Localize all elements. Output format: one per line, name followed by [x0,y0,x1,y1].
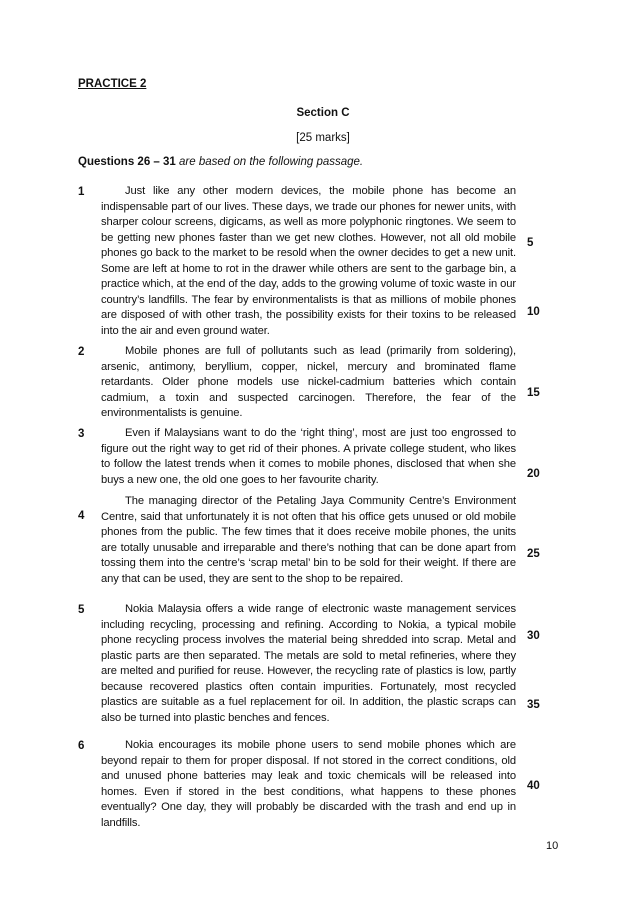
line-number-35: 35 [527,699,540,711]
practice-title: PRACTICE 2 [78,78,147,90]
questions-instruction: are based on the following passage. [179,156,364,168]
paragraph-number-2: 2 [78,346,85,358]
line-number-30: 30 [527,630,540,642]
paragraph-2: Mobile phones are full of pollutants such as lead (primarily from soldering), arsenic, antimony, beryllium, copper, nickel, mercury and brominated flame retardants. Older phone models use nickel-cadmium batteries which contain cadmium, a toxin and suspected carcinogen. Therefore, the fear of the environmentalists is genuine. [101,345,516,419]
marks-label: [25 marks] [296,132,350,144]
paragraph-number-5: 5 [78,604,85,616]
questions-range: Questions 26 – 31 [78,156,176,168]
paragraph-number-3: 3 [78,428,85,440]
paragraph-6: Nokia encourages its mobile phone users to send mobile phones which are beyond repair to them for proper disposal. If not stored in the correct conditions, old and unused phone batteries may leak and toxic chemicals will be released into homes. Even if stored in the best conditions, what happens to these phones eventually? One day, they will probably be discarded with the trash and end up in landfills. [101,739,516,829]
questions-intro [78,156,363,168]
paragraph-5: Nokia Malaysia offers a wide range of electronic waste management services including recycling, processing and refining. According to Nokia, a typical mobile phone recycling process involves the material being shredded into scrap. Metal and plastic parts are then separated. The metals are sold to metal refineries, where they are melted and purified for reuse. However, the recycling rate of plastics is low, partly because recovered plastics often contain impurities. Fortunately, most recycled plastics are suitable as a fuel replacement for oil. In addition, the plastic scraps can also be turned into plastic benches and fences. [101,603,516,724]
line-number-25: 25 [527,548,540,560]
line-number-40: 40 [527,780,540,792]
paragraph-number-6: 6 [78,740,85,752]
section-title: Section C [296,107,350,119]
paragraph-number-4: 4 [78,510,85,522]
line-number-15: 15 [527,387,540,399]
paragraph-4: The managing director of the Petaling Jaya Community Centre’s Environment Centre, said that unfortunately it is not often that his office gets unused or old mobile phones from the public. The few times that it does receive mobile phones, the units are totally unusable and irreparable and there’s nothing that can be done apart from tossing them into the centre’s ‘scrap metal’ bin to be sold for their weight. If there are any that can be used, they are sent to the shop to be repaired. [101,495,516,585]
line-number-10: 10 [527,306,540,318]
paragraph-number-1: 1 [78,186,85,198]
paragraph-3: Even if Malaysians want to do the ‘right thing’, most are just too engrossed to figure out the right way to get rid of their phones. A private college student, who likes to follow the latest trends when it comes to mobile phones, disclosed that when she buys a new one, the old one goes to her favourite charity. [101,427,516,486]
page-number: 10 [546,840,559,852]
line-number-20: 20 [527,468,540,480]
line-number-5: 5 [527,237,534,249]
paragraph-1: Just like any other modern devices, the mobile phone has become an indispensable part of our lives. These days, we trade our phones for newer units, with sharper colour screens, digicams, as well as more polyphonic ringtones. We seem to be getting new phones faster than we get new clothes. However, not all old mobile phones go back to the market to be resold when the owner decides to get a new unit. Some are left at home to rot in the drawer while others are sent to the garbage bin, a practice which, at the end of the day, adds to the growing volume of toxic waste in our country’s landfills. The fear by environmentalists is that as millions of mobile phones are disposed of with other trash, the possibility exists for their toxins to be released into the air and even ground water. [101,185,516,337]
